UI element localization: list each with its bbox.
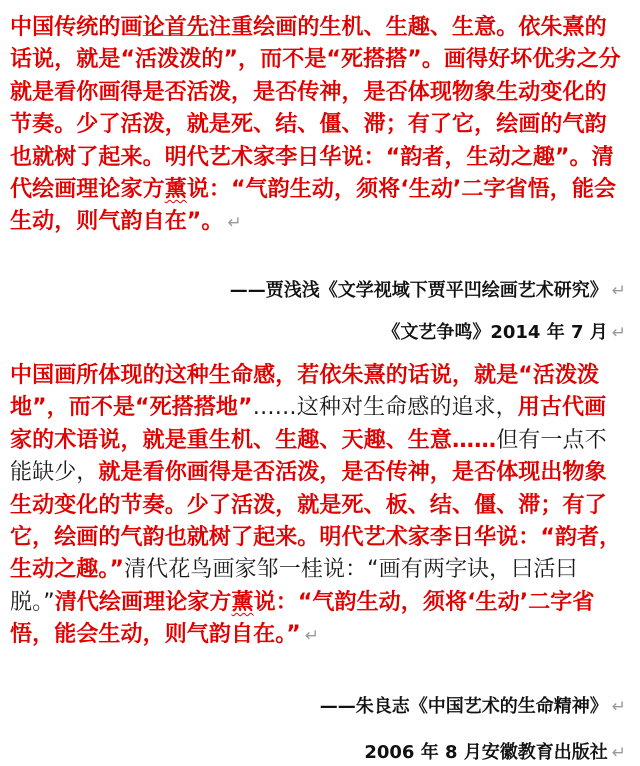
text-segment: ……这种对生命感的追求， <box>252 395 518 421</box>
text-segment: 但有一点不能缺少， <box>10 427 607 486</box>
text-segment-spellcheck: 薰 <box>231 589 254 615</box>
paragraph-mark-icon: ↵ <box>611 743 626 763</box>
quote-paragraph-2 <box>10 360 624 653</box>
citation-text: ——朱良志《中国艺术的生命精神》 <box>319 696 608 717</box>
paragraph-mark-icon: ↵ <box>227 213 242 234</box>
source-citation-1 <box>230 276 626 302</box>
paragraph-mark-icon: ↵ <box>611 697 626 717</box>
text-segment: 说：“气韵生动，须将‘生动’二字省悟，能会生动，则气韵自在”。 <box>10 177 617 235</box>
paragraph-mark-icon: ↵ <box>611 281 626 301</box>
text-segment: 注重绘画的生机、生趣、生意。依朱熹的话说，就是“活泼泼的”，而不是“死搭搭”。画得好坏优劣之分就是看你画得是否活泼，是否传神，是否体现物象生动变化的节奏。少了活泼，就是死、结、僵、滞；有了它，绘画的气韵也就树了起来。明代艺术家李日华说：“韵者，生动之趣”。清代绘画理论家方 <box>10 15 621 203</box>
citation-text: ——贾浅浅《文学视域下贾平凹绘画艺术研究》 <box>229 280 608 301</box>
text-segment: 中国传统的画 <box>10 15 143 40</box>
text-segment-spellcheck: 薰 <box>164 177 187 203</box>
publication-text: 《文艺争鸣》2014 年 7 月 <box>382 322 608 343</box>
text-segment-underlined: 论首先 <box>142 15 209 40</box>
publication-text: 2006 年 8 月安徽教育出版社 <box>364 742 608 763</box>
text-segment: 清代花鸟画家邹一桂说：“画有两字诀，曰活曰脱。” <box>10 557 578 615</box>
text-segment: 用古代画家的术语说，就是重生机、生趣、天趣、生意…… <box>10 395 607 453</box>
source-publication-2 <box>364 738 626 764</box>
paragraph-mark-icon: ↵ <box>611 323 626 343</box>
text-segment: 说：“气韵生动，须将‘生动’二字省悟，能会生动，则气韵自在。” <box>10 589 595 648</box>
quote-paragraph-1 <box>10 12 624 240</box>
source-publication-1 <box>382 318 626 344</box>
text-segment: 清代绘画理论家方 <box>54 589 232 615</box>
text-segment: 就是看你画得是否活泼，是否传神，是否体现出物象生动变化的节奏。少了活泼，就是死、板、结、僵、滞；有了它，绘画的气韵也就树了起来。明代艺术家李日华说：“韵者，生动之趣。” <box>10 460 622 583</box>
source-citation-2 <box>320 692 626 718</box>
text-segment: 中国画所体现的这种生命感，若依朱熹的话说，就是“活泼泼地”，而不是“死搭搭地” <box>10 363 600 421</box>
paragraph-mark-icon: ↵ <box>304 626 320 647</box>
